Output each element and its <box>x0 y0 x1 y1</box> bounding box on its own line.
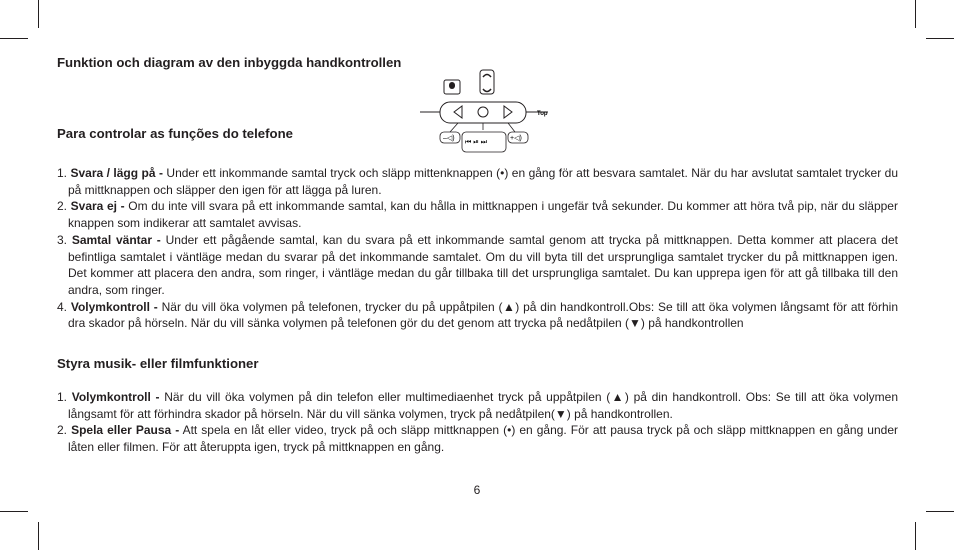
page-number: 6 <box>473 483 481 497</box>
mic-icon-capsule <box>449 82 455 89</box>
item-term: Samtal väntar - <box>71 232 161 247</box>
item-term: Spela eller Pausa - <box>71 423 180 438</box>
item-number: 1. <box>57 390 68 404</box>
crop-mark <box>926 511 954 512</box>
section-heading-music: Styra musik- eller filmfunktioner <box>57 356 259 371</box>
svg-text:⏮ ⏯ ⏭: ⏮ ⏯ ⏭ <box>465 139 488 146</box>
item-text: När du vill öka volymen på telefonen, trycker du på uppåtpilen (▲) på din handkontroll.Obs: Se till att öka volymen långsamt för att förhin dra skador på hörseln. När du vill sänka volymen på telefonen gör du det genom att trycka på nedåtpilen (▼) på handkontrollen <box>68 299 898 331</box>
list-item <box>57 165 898 198</box>
item-text: Om du inte vill svara på ett inkommande samtal, kan du hålla in mittknappen i ungefär två sekunder. Du kommer att höra två pip, när du släpper knappen som indikerar att samtalet avvisas. <box>68 199 898 231</box>
section-heading-phone: Para controlar as funções do telefone <box>57 126 293 141</box>
crop-mark <box>915 0 916 28</box>
item-text: Under ett inkommande samtal tryck och släpp mittenknappen (•) en gång för att besvara samtalet. När du har avslutat samtalet trycker du på mittknappen och släpper den igen för att lägga på luren. <box>68 166 898 197</box>
item-text: Att spela en låt eller video, tryck på och släpp mittknappen (•) en gång. För att pausa tryck på och släpp mittknappen en gång under låten eller filmen. För att återuppta igen, tryck på mittknappen en gång. <box>68 423 898 455</box>
crop-mark <box>38 522 39 550</box>
list-item <box>57 232 898 299</box>
call-icon <box>480 70 494 94</box>
svg-text:–◁): –◁) <box>443 135 455 142</box>
remote-control-diagram <box>420 68 550 158</box>
crop-mark <box>0 511 28 512</box>
crop-mark <box>38 0 39 28</box>
list-item <box>57 198 898 231</box>
item-number: 2. <box>57 199 68 214</box>
item-term: Volymkontroll - <box>70 299 158 314</box>
crop-mark <box>926 38 954 39</box>
list-item <box>57 389 898 422</box>
top-label: Top <box>537 111 548 117</box>
item-number: 4. <box>57 299 68 314</box>
item-term: Svara / lägg på - <box>70 166 163 180</box>
item-number: 2. <box>57 423 68 438</box>
item-text: När du vill öka volymen på din telefon eller multimediaenhet tryck på uppåtpilen (▲) på din handkontroll. Obs: Se till att öka volymen långsamt för att förhindra skador på hörseln. När du vill sänka volymen, tryck på nedåtpilen(▼) på handkontrollen. <box>68 390 898 421</box>
phone-functions-list <box>57 165 898 332</box>
item-term: Volymkontroll - <box>71 390 160 404</box>
list-item <box>57 422 898 455</box>
item-number: 3. <box>57 232 68 247</box>
item-term: Svara ej - <box>70 199 125 214</box>
list-item <box>57 299 898 332</box>
item-text: Under ett pågående samtal, kan du svara på ett inkommande samtal genom att trycka på mittknappen. Detta kommer att placera det befintliga samtalet i väntläge medan du svarar på det inkommande samtalet. Om du vill byta till det ursprungliga samtalet trycker du på mittknappen igen. Det kommer att placera den andra, som ringer, i väntläge medan du går tillbaka till det ursprungliga samtalet. Du kan upprepa igen för att gå tillbaka till den andra, som ringer. <box>68 232 898 297</box>
svg-text:+◁): +◁) <box>510 135 522 142</box>
remote-body <box>440 102 526 123</box>
crop-mark <box>915 522 916 550</box>
crop-mark <box>0 38 28 39</box>
section-heading-control: Funktion och diagram av den inbyggda handkontrollen <box>57 55 402 70</box>
call-icon-handset <box>483 75 491 92</box>
music-functions-list <box>57 389 898 456</box>
item-number: 1. <box>57 166 68 180</box>
